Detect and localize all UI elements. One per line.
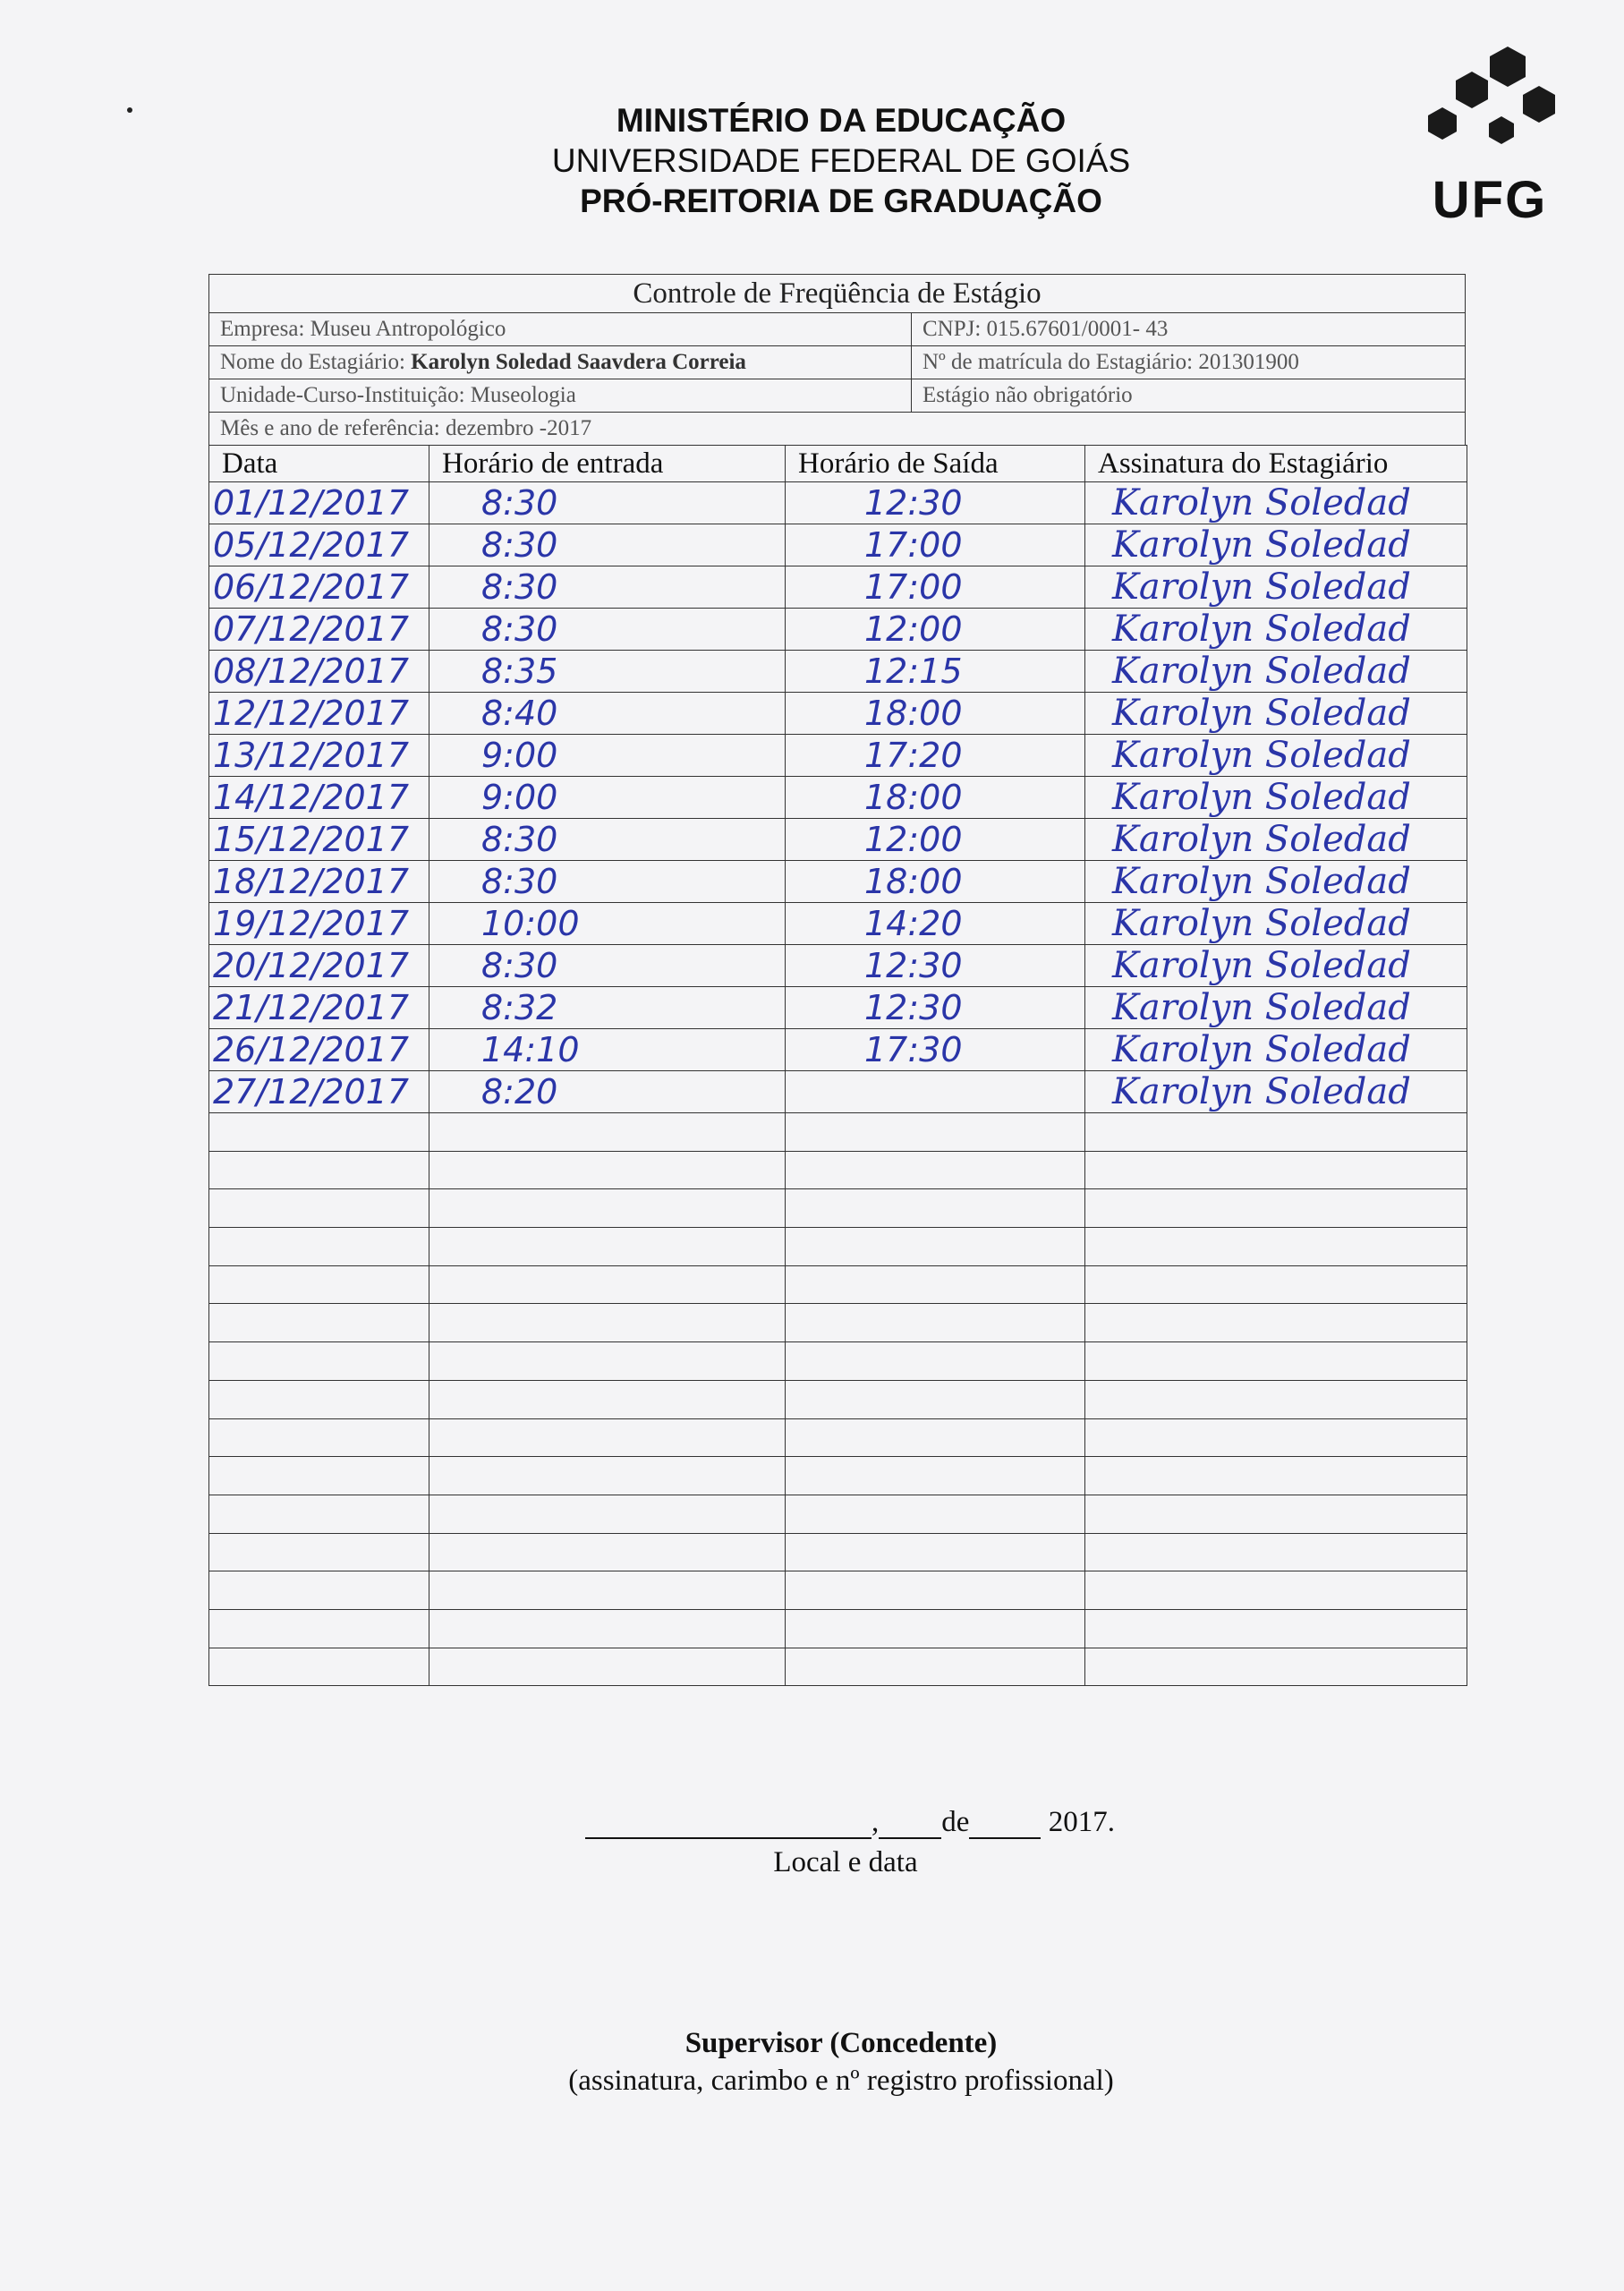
header-entry-time: Horário de entrada xyxy=(429,446,786,482)
empty-cell xyxy=(209,1418,429,1457)
header-date: Data xyxy=(209,446,429,482)
date-cell: 14/12/2017 xyxy=(209,777,429,819)
company-field: Empresa: Museu Antropológico xyxy=(209,313,912,346)
date-cell: 15/12/2017 xyxy=(209,819,429,861)
empty-cell xyxy=(209,1228,429,1266)
entry-time-cell: 8:30 xyxy=(429,819,786,861)
signature-cell: Karolyn Soledad xyxy=(1085,861,1467,903)
document-header xyxy=(501,100,1181,222)
signature-cell: Karolyn Soledad xyxy=(1085,651,1467,693)
exit-time-cell: 18:00 xyxy=(786,777,1085,819)
empty-cell xyxy=(786,1342,1085,1381)
attendance-table xyxy=(208,445,1467,1686)
entry-time-cell: 9:00 xyxy=(429,777,786,819)
empty-cell xyxy=(209,1648,429,1686)
empty-cell xyxy=(1085,1113,1467,1152)
empty-row xyxy=(209,1533,1467,1571)
date-cell: 06/12/2017 xyxy=(209,566,429,609)
date-cell: 20/12/2017 xyxy=(209,945,429,987)
empty-row xyxy=(209,1304,1467,1342)
local-data-caption: Local e data xyxy=(773,1846,918,1878)
signature-cell: Karolyn Soledad xyxy=(1085,903,1467,945)
attendance-header-row xyxy=(209,446,1467,482)
empty-cell xyxy=(1085,1342,1467,1381)
empty-cell xyxy=(429,1151,786,1189)
signature-cell: Karolyn Soledad xyxy=(1085,735,1467,777)
attendance-row xyxy=(209,693,1467,735)
entry-time-cell: 8:30 xyxy=(429,609,786,651)
exit-time-cell: 12:30 xyxy=(786,987,1085,1029)
date-cell: 19/12/2017 xyxy=(209,903,429,945)
ufg-logo xyxy=(1423,45,1557,228)
date-cell: 27/12/2017 xyxy=(209,1071,429,1113)
entry-time-cell: 14:10 xyxy=(429,1029,786,1071)
empty-cell xyxy=(209,1342,429,1381)
date-cell: 07/12/2017 xyxy=(209,609,429,651)
empty-cell xyxy=(429,1533,786,1571)
date-cell: 18/12/2017 xyxy=(209,861,429,903)
empty-cell xyxy=(209,1304,429,1342)
attendance-row xyxy=(209,1071,1467,1113)
ministry-title: MINISTÉRIO DA EDUCAÇÃO xyxy=(616,102,1067,139)
empty-row xyxy=(209,1189,1467,1228)
signature-cell: Karolyn Soledad xyxy=(1085,819,1467,861)
empty-cell xyxy=(429,1304,786,1342)
exit-time-cell: 17:30 xyxy=(786,1029,1085,1071)
attendance-row xyxy=(209,482,1467,524)
empty-cell xyxy=(786,1495,1085,1533)
empty-cell xyxy=(1085,1418,1467,1457)
empty-cell xyxy=(1085,1304,1467,1342)
university-title: UNIVERSIDADE FEDERAL DE GOIÁS xyxy=(551,142,1131,179)
header-signature: Assinatura do Estagiário xyxy=(1085,446,1467,482)
empty-cell xyxy=(429,1418,786,1457)
empty-cell xyxy=(786,1648,1085,1686)
empty-cell xyxy=(1085,1228,1467,1266)
date-cell: 21/12/2017 xyxy=(209,987,429,1029)
exit-time-cell: 17:20 xyxy=(786,735,1085,777)
entry-time-cell: 9:00 xyxy=(429,735,786,777)
internship-type-field: Estágio não obrigatório xyxy=(912,379,1466,413)
attendance-row xyxy=(209,819,1467,861)
attendance-row xyxy=(209,735,1467,777)
empty-cell xyxy=(786,1304,1085,1342)
empty-cell xyxy=(786,1571,1085,1610)
empty-cell xyxy=(786,1189,1085,1228)
exit-time-cell: 14:20 xyxy=(786,903,1085,945)
empty-cell xyxy=(429,1457,786,1495)
date-cell: 01/12/2017 xyxy=(209,482,429,524)
month-blank xyxy=(969,1810,1041,1839)
empty-row xyxy=(209,1571,1467,1610)
attendance-row xyxy=(209,609,1467,651)
empty-cell xyxy=(1085,1189,1467,1228)
empty-cell xyxy=(1085,1571,1467,1610)
empty-cell xyxy=(1085,1151,1467,1189)
exit-time-cell: 18:00 xyxy=(786,693,1085,735)
supervisor-title: Supervisor (Concedente) xyxy=(684,2027,998,2059)
de-label: de xyxy=(941,1806,970,1838)
empty-cell xyxy=(786,1380,1085,1418)
empty-cell xyxy=(209,1609,429,1648)
enrollment-field: Nº de matrícula do Estagiário: 201301900 xyxy=(912,346,1466,379)
attendance-row xyxy=(209,987,1467,1029)
supervisor-caption: (assinatura, carimbo e nº registro profissional) xyxy=(568,2065,1114,2097)
empty-cell xyxy=(786,1113,1085,1152)
exit-time-cell: 18:00 xyxy=(786,861,1085,903)
empty-cell xyxy=(209,1265,429,1304)
empty-row xyxy=(209,1648,1467,1686)
empty-cell xyxy=(1085,1533,1467,1571)
attendance-row xyxy=(209,945,1467,987)
entry-time-cell: 8:30 xyxy=(429,945,786,987)
unit-course-field: Unidade-Curso-Instituição: Museologia xyxy=(209,379,912,413)
place-blank xyxy=(585,1810,872,1839)
exit-time-cell xyxy=(786,1071,1085,1113)
empty-row xyxy=(209,1495,1467,1533)
empty-cell xyxy=(786,1265,1085,1304)
empty-cell xyxy=(1085,1457,1467,1495)
attendance-row xyxy=(209,524,1467,566)
date-cell: 26/12/2017 xyxy=(209,1029,429,1071)
exit-time-cell: 17:00 xyxy=(786,566,1085,609)
attendance-row xyxy=(209,651,1467,693)
empty-cell xyxy=(1085,1265,1467,1304)
empty-row xyxy=(209,1609,1467,1648)
entry-time-cell: 8:30 xyxy=(429,482,786,524)
empty-cell xyxy=(209,1380,429,1418)
internship-info-table xyxy=(208,274,1466,446)
empty-row xyxy=(209,1457,1467,1495)
empty-row xyxy=(209,1380,1467,1418)
ufg-hexagons-icon xyxy=(1423,45,1557,170)
exit-time-cell: 12:30 xyxy=(786,945,1085,987)
exit-time-cell: 12:00 xyxy=(786,609,1085,651)
empty-cell xyxy=(429,1571,786,1610)
header-exit-time: Horário de Saída xyxy=(786,446,1085,482)
signature-cell: Karolyn Soledad xyxy=(1085,566,1467,609)
attendance-row xyxy=(209,1029,1467,1071)
empty-cell xyxy=(786,1228,1085,1266)
empty-cell xyxy=(209,1151,429,1189)
ufg-logo-text: UFG xyxy=(1432,171,1548,229)
empty-row xyxy=(209,1342,1467,1381)
empty-cell xyxy=(429,1342,786,1381)
empty-cell xyxy=(429,1228,786,1266)
exit-time-cell: 12:00 xyxy=(786,819,1085,861)
entry-time-cell: 10:00 xyxy=(429,903,786,945)
entry-time-cell: 8:20 xyxy=(429,1071,786,1113)
empty-cell xyxy=(209,1457,429,1495)
year-text: 2017. xyxy=(1048,1806,1115,1838)
place-date-line xyxy=(537,1806,1163,1839)
empty-row xyxy=(209,1265,1467,1304)
empty-row xyxy=(209,1228,1467,1266)
empty-cell xyxy=(429,1189,786,1228)
empty-cell xyxy=(429,1265,786,1304)
entry-time-cell: 8:30 xyxy=(429,861,786,903)
empty-row xyxy=(209,1151,1467,1189)
prorectorate-title: PRÓ-REITORIA DE GRADUAÇÃO xyxy=(580,183,1102,219)
signature-cell: Karolyn Soledad xyxy=(1085,777,1467,819)
intern-name-value: Karolyn Soledad Saavdera Correia xyxy=(411,350,746,374)
empty-cell xyxy=(209,1189,429,1228)
attendance-row xyxy=(209,903,1467,945)
empty-row xyxy=(209,1113,1467,1152)
signature-cell: Karolyn Soledad xyxy=(1085,987,1467,1029)
empty-cell xyxy=(786,1457,1085,1495)
empty-cell xyxy=(209,1533,429,1571)
empty-cell xyxy=(209,1495,429,1533)
exit-time-cell: 12:15 xyxy=(786,651,1085,693)
empty-cell xyxy=(429,1495,786,1533)
signature-cell: Karolyn Soledad xyxy=(1085,693,1467,735)
signature-cell: Karolyn Soledad xyxy=(1085,609,1467,651)
entry-time-cell: 8:30 xyxy=(429,566,786,609)
signature-cell: Karolyn Soledad xyxy=(1085,524,1467,566)
attendance-row xyxy=(209,566,1467,609)
date-cell: 08/12/2017 xyxy=(209,651,429,693)
empty-cell xyxy=(429,1648,786,1686)
empty-cell xyxy=(1085,1648,1467,1686)
signature-cell: Karolyn Soledad xyxy=(1085,1071,1467,1113)
empty-cell xyxy=(786,1533,1085,1571)
empty-cell xyxy=(1085,1380,1467,1418)
entry-time-cell: 8:32 xyxy=(429,987,786,1029)
day-blank xyxy=(879,1810,941,1839)
empty-cell xyxy=(209,1113,429,1152)
date-cell: 12/12/2017 xyxy=(209,693,429,735)
empty-cell xyxy=(786,1418,1085,1457)
intern-name-label: Nome do Estagiário: xyxy=(220,350,412,374)
reference-month-field: Mês e ano de referência: dezembro -2017 xyxy=(209,413,1466,446)
empty-cell xyxy=(1085,1609,1467,1648)
exit-time-cell: 12:30 xyxy=(786,482,1085,524)
scan-speck xyxy=(127,107,132,113)
attendance-body xyxy=(209,482,1467,1686)
cnpj-field: CNPJ: 015.67601/0001- 43 xyxy=(912,313,1466,346)
empty-row xyxy=(209,1418,1467,1457)
entry-time-cell: 8:35 xyxy=(429,651,786,693)
entry-time-cell: 8:40 xyxy=(429,693,786,735)
signature-cell: Karolyn Soledad xyxy=(1085,1029,1467,1071)
attendance-row xyxy=(209,777,1467,819)
entry-time-cell: 8:30 xyxy=(429,524,786,566)
empty-cell xyxy=(786,1609,1085,1648)
date-cell: 13/12/2017 xyxy=(209,735,429,777)
empty-cell xyxy=(786,1151,1085,1189)
date-cell: 05/12/2017 xyxy=(209,524,429,566)
signature-cell: Karolyn Soledad xyxy=(1085,482,1467,524)
signature-cell: Karolyn Soledad xyxy=(1085,945,1467,987)
form-title: Controle de Freqüência de Estágio xyxy=(209,275,1466,313)
empty-cell xyxy=(429,1609,786,1648)
empty-cell xyxy=(209,1571,429,1610)
attendance-row xyxy=(209,861,1467,903)
exit-time-cell: 17:00 xyxy=(786,524,1085,566)
place-comma: , xyxy=(872,1806,880,1838)
empty-cell xyxy=(429,1113,786,1152)
intern-name-field xyxy=(209,346,912,379)
empty-cell xyxy=(429,1380,786,1418)
empty-cell xyxy=(1085,1495,1467,1533)
